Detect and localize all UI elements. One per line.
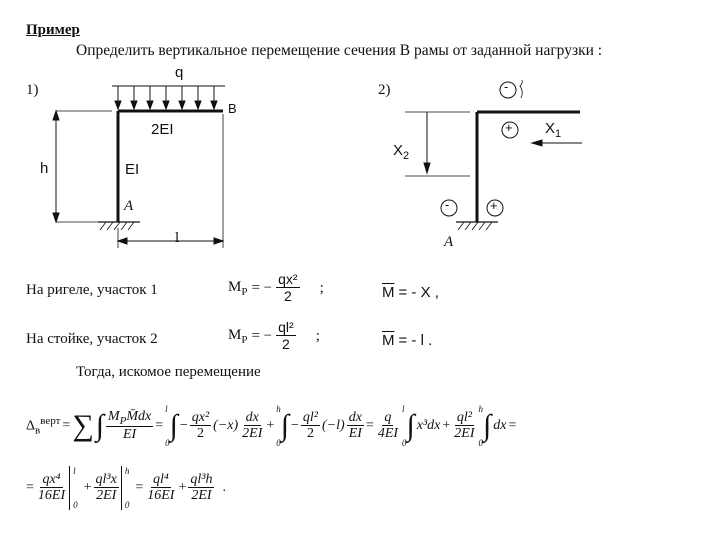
load-label: q — [175, 64, 184, 81]
force-x2-label: $X_2$ — [393, 142, 410, 162]
example-title: Пример — [26, 22, 80, 38]
support-a1-label: A — [124, 198, 134, 214]
sign-right: + — [490, 198, 498, 213]
section2-label: На стойке, участок 2 — [26, 331, 158, 347]
support1-hatch — [100, 222, 134, 230]
point-b-label: B — [228, 101, 237, 116]
beam-stiffness-label: 2EI — [151, 121, 174, 138]
then-text: Тогда, искомое перемещение — [76, 364, 261, 380]
load-arrows — [115, 86, 217, 109]
height-label: h — [40, 160, 49, 177]
sign-beam: + — [505, 120, 513, 135]
section1-label: На ригеле, участок 1 — [26, 282, 158, 298]
section1-mbar: $\overline{M}$ = - X , — [382, 284, 439, 301]
section1-mp: $M_P$ = − $\frac{\text{qx²}}{2}$ ; — [228, 271, 324, 305]
column-stiffness-label: EI — [125, 161, 140, 178]
sign-left: - — [445, 197, 450, 212]
diagram2-number: 2) — [378, 82, 391, 98]
displacement-formula-line2: = $\frac{\text{qx⁴}}{16EI}$ l 0 + $\frac{\text{ql³x}}{2EI}$ h 0 = $\frac{\text{ql⁴}}{16EI}$ + $\frac{\text{ql³h}}{2EI}$ . — [26, 466, 226, 510]
sign-top: - — [504, 79, 509, 94]
section2-mp: $M_P$ = − $\frac{\text{ql²}}{2}$ ; — [228, 319, 320, 353]
section1-row — [26, 282, 158, 299]
section2-mbar: $\overline{M}$ = - l . — [382, 332, 433, 349]
force-x1-label: $X_1$ — [545, 120, 562, 140]
span-label: l — [175, 230, 180, 246]
support2-hatch — [458, 222, 492, 230]
diagram1-number: 1) — [26, 82, 39, 98]
support-a2-label: A — [444, 234, 454, 250]
displacement-formula-line1: $\Delta_в^{верт}$ = ∑ ∫ $\frac{M_PM̄dx}{EI}$ = l 0 ∫ − $\frac{\text{qx²}}{2}$ (−x) $\frac{dx}{2EI}$ + h 0 ∫ − $\frac{\text{ql²}}{2}$ (−l) $\frac{dx}{EI}$ = $\frac{q}{4EI}$ l 0 ∫ x³dx + $\frac{\text{ql²}}{2EI}$ h 0 ∫ dx = — [26, 404, 517, 448]
task-statement: Определить вертикальное перемещение сечения В рамы от заданной нагрузки : — [76, 42, 603, 59]
section2-row — [26, 331, 158, 348]
